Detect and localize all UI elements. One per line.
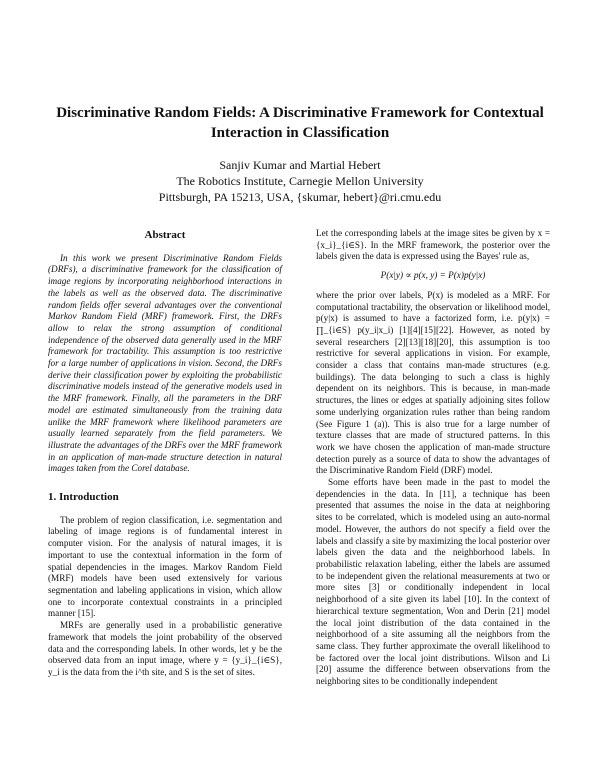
paper-title xyxy=(40,103,560,143)
intro-paragraph-2: MRFs are generally used in a probabilistic generative framework that models the joint probability of the observed data and the corresponding labels. In other words, let y be the observed data from an input image, where y = {y_i}_{i∈S}, y_i is the data from the i^th site, and S is the set of sites. xyxy=(48,620,282,677)
address: Pittsburgh, PA 15213, USA, {skumar, hebert}@ri.cmu.edu xyxy=(158,190,442,204)
abstract-heading: Abstract xyxy=(144,229,186,241)
left-column xyxy=(48,230,282,679)
title-line-2: Interaction in Classification xyxy=(210,125,390,141)
right-column xyxy=(316,228,550,688)
title-line-1: Discriminative Random Fields: A Discriminative Framework for Contextual xyxy=(56,105,544,121)
right-paragraph-3: Some efforts have been made in the past to model the dependencies in the data. In [11], a technique has been presented that assumes the noise in the data at neighboring sites to be correlated, which is modeled using an auto-normal model. However, the authors do not specify a field over the labels and classify a site by maximizing the local posterior over labels given the data and the neighborhood labels. In probabilistic relaxation labeling, either the labels are assumed to be independent given the relational measurements at two or more sites [3] or conditionally independent in local neighborhood of a site given its label [10]. In the context of hierarchical texture segmentation, Won and Derin [21] model the local joint distribution of the data contained in the neighborhood of a site assuming all the neighbors from the same class. They further approximate the overall likelihood to be factored over the local joint distributions. Wilson and Li [20] assume the difference between observations from the neighboring sites to be conditionally independent xyxy=(316,477,550,687)
right-paragraph-1: Let the corresponding labels at the image sites be given by x = {x_i}_{i∈S}. In the MRF framework, the posterior over the labels given the data is expressed using the Bayes' rule as, xyxy=(316,228,550,262)
intro-paragraph-1: The problem of region classification, i.e. segmentation and labeling of image regions is of fundamental interest in computer vision. For the analysis of natural images, it is important to use the contextual information in the form of spatial dependencies in the images. Markov Random Field (MRF) models have been used extensively for various segmentation and labeling applications in vision, which allow one to incorporate contextual constraints in a principled manner [15]. xyxy=(48,514,282,619)
abstract-text: In this work we present Discriminative Random Fields (DRFs), a discriminative framework for the classification of image regions by incorporating neighborhood interactions in the labels as well as the observed data. The discriminative random fields offer several advantages over the conventional Markov Random Field (MRF) framework. First, the DRFs allow to relax the strong assumption of conditional independence of the observed data generally used in the MRF framework for tractability. This assumption is too restrictive for a large number of applications in vision. Second, the DRFs derive their classification power by exploiting the probabilistic discriminative models instead of the generative models used in the MRF framework. Finally, all the parameters in the DRF model are estimated simultaneously from the training data unlike the MRF framework where likelihood parameters are usually learned separately from the field parameters. We illustrate the advantages of the DRFs over the MRF framework in an application of man-made structure detection in natural images taken from the Corel database. xyxy=(48,252,282,474)
authors: Sanjiv Kumar and Martial Hebert xyxy=(219,158,381,172)
right-paragraph-2: where the prior over labels, P(x) is modeled as a MRF. For computational tractability, the observation or likelihood model, p(y|x) is assumed to have a factorized form, i.e. p(y|x) = ∏_{i∈S} p(y_i|x_i) [1][4][15][22]. However, as noted by several researchers [2][13][18][20], this assumption is too restrictive for several applications in vision. For example, consider a class that contains man-made structures (e.g. buildings). The data belonging to such a class is highly dependent on its neighbors. This is because, in man-made structures, the lines or edges at spatially adjoining sites follow some underlying organization rules rather than being random (See Figure 1 (a)). This is also true for a large number of texture classes that are made of structured patterns. In this work we have chosen the application of man-made structure detection purely as a source of data to show the advantages of the Discriminative Random Field (DRF) model. xyxy=(316,289,550,476)
introduction-heading: 1. Introduction xyxy=(48,491,119,504)
author-block xyxy=(40,157,560,205)
bayes-equation: P(x|y) ∝ p(x, y) = P(x)p(y|x) xyxy=(380,270,486,281)
affiliation: The Robotics Institute, Carnegie Mellon University xyxy=(176,174,424,188)
